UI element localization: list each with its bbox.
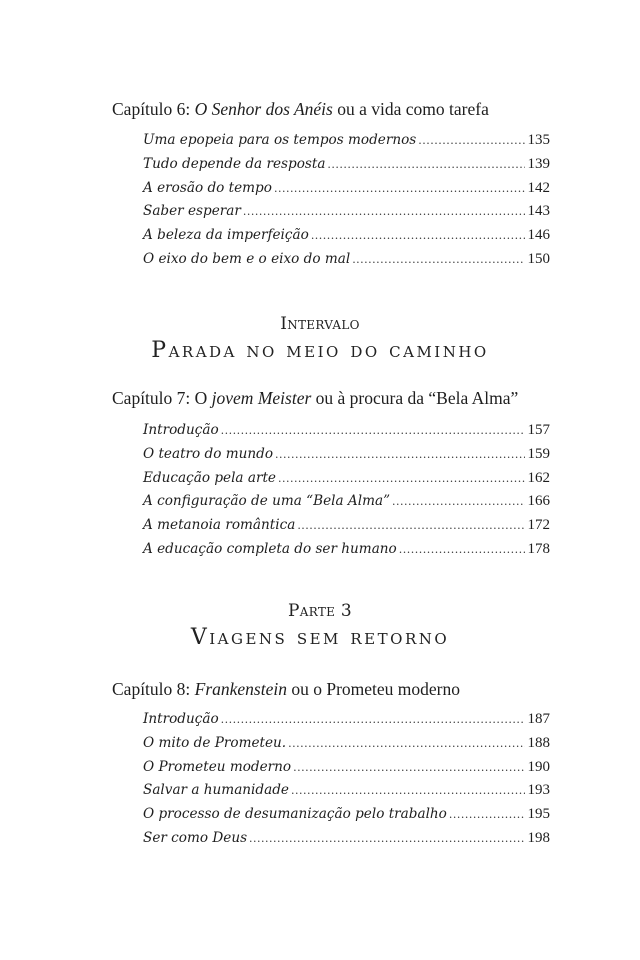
entry-title: Ser como Deus xyxy=(143,829,248,846)
chapter-6-entries xyxy=(143,129,550,272)
dot-leader xyxy=(297,514,524,538)
chapter-heading-8 xyxy=(112,678,532,700)
entry-title: Introdução xyxy=(143,422,219,438)
dot-leader xyxy=(418,129,524,153)
page-number: 142 xyxy=(527,179,550,196)
toc-entry[interactable] xyxy=(143,177,550,201)
entry-title: O processo de desumanização pelo trabalho xyxy=(143,806,447,823)
toc-entry[interactable] xyxy=(143,514,550,538)
entry-title: Uma epopeia para os tempos modernos xyxy=(143,132,417,148)
dot-leader xyxy=(288,732,524,756)
toc-entry[interactable] xyxy=(143,224,550,248)
toc-entry[interactable] xyxy=(143,732,550,756)
page-number: 198 xyxy=(527,829,550,846)
entry-title: A educação completa do ser humano xyxy=(143,540,397,557)
dot-leader xyxy=(352,248,524,272)
toc-entry[interactable] xyxy=(143,153,550,177)
entry-title: A erosão do tempo xyxy=(143,179,272,196)
page-number: 188 xyxy=(527,734,550,751)
page-number: 157 xyxy=(527,422,550,438)
entry-title: Salvar a humanidade xyxy=(143,782,289,799)
chapter-8-entries xyxy=(143,708,550,851)
dot-leader xyxy=(249,827,524,851)
page-number: 187 xyxy=(527,711,550,727)
toc-entry[interactable] xyxy=(143,248,550,272)
toc-entry[interactable] xyxy=(143,200,550,224)
chapter-prefix: Capítulo 7: O xyxy=(112,388,212,408)
entry-title: A configuração de uma “Bela Alma” xyxy=(143,493,391,510)
page-number: 143 xyxy=(527,203,550,220)
page-number: 178 xyxy=(527,540,550,557)
toc-entry[interactable] xyxy=(143,538,550,562)
entry-title: Saber esperar xyxy=(143,203,241,220)
toc-entry[interactable] xyxy=(143,419,550,443)
chapter-suffix: ou o Prometeu moderno xyxy=(286,679,461,699)
chapter-italic-title: Frankenstein xyxy=(194,679,287,699)
part-title: Viagens sem retorno xyxy=(190,625,450,650)
interval-title: Parada no meio do caminho xyxy=(151,338,489,363)
entry-title: Educação pela arte xyxy=(143,469,276,486)
interval-label: Intervalo xyxy=(280,314,360,334)
dot-leader xyxy=(449,803,525,827)
dot-leader xyxy=(274,177,525,201)
toc-entry[interactable] xyxy=(143,490,550,514)
chapter-heading-7 xyxy=(112,387,532,409)
chapter-prefix: Capítulo 8: xyxy=(112,679,195,699)
entry-title: A beleza da imperfeição xyxy=(143,227,309,244)
dot-leader xyxy=(221,419,525,443)
part-heading xyxy=(0,601,640,650)
dot-leader xyxy=(221,708,525,732)
part-label: Parte 3 xyxy=(287,601,352,621)
toc-entry[interactable] xyxy=(143,129,550,153)
entry-title: A metanoia romântica xyxy=(143,517,296,534)
entry-title: O Prometeu moderno xyxy=(143,758,292,775)
chapter-suffix: ou a vida como tarefa xyxy=(332,99,489,119)
entry-title: Introdução xyxy=(143,711,219,727)
page-number: 190 xyxy=(527,758,550,775)
entry-title: O mito de Prometeu. xyxy=(143,734,287,751)
entry-title: Tudo depende da resposta xyxy=(143,155,326,172)
dot-leader xyxy=(243,200,525,224)
chapter-prefix: Capítulo 6: xyxy=(112,99,195,119)
toc-entry[interactable] xyxy=(143,708,550,732)
toc-entry[interactable] xyxy=(143,756,550,780)
page-number: 135 xyxy=(527,132,550,148)
page-number: 195 xyxy=(527,806,550,823)
chapter-italic-title: jovem Meister xyxy=(211,388,312,408)
dot-leader xyxy=(392,490,524,514)
toc-entry[interactable] xyxy=(143,803,550,827)
chapter-italic-title: O Senhor dos Anéis xyxy=(194,99,333,119)
page-number: 193 xyxy=(527,782,550,799)
dot-leader xyxy=(311,224,525,248)
dot-leader xyxy=(275,443,524,467)
page-number: 146 xyxy=(527,227,550,244)
page-number: 150 xyxy=(527,250,550,267)
toc-entry[interactable] xyxy=(143,779,550,803)
chapter-heading-6 xyxy=(112,98,532,120)
dot-leader xyxy=(327,153,524,177)
page-number: 162 xyxy=(527,469,550,486)
page-number: 172 xyxy=(527,517,550,534)
toc-entry[interactable] xyxy=(143,443,550,467)
dot-leader xyxy=(293,756,524,780)
page-number: 166 xyxy=(527,493,550,510)
toc-entry[interactable] xyxy=(143,467,550,491)
dot-leader xyxy=(399,538,525,562)
page-number: 139 xyxy=(527,155,550,172)
toc-entry[interactable] xyxy=(143,827,550,851)
dot-leader xyxy=(278,467,525,491)
interval-heading xyxy=(0,314,640,363)
page-number: 159 xyxy=(527,445,550,462)
entry-title: O eixo do bem e o eixo do mal xyxy=(143,250,351,267)
chapter-suffix: ou à procura da “Bela Alma” xyxy=(311,388,519,408)
dot-leader xyxy=(291,779,525,803)
entry-title: O teatro do mundo xyxy=(143,445,274,462)
chapter-7-entries xyxy=(143,419,550,562)
